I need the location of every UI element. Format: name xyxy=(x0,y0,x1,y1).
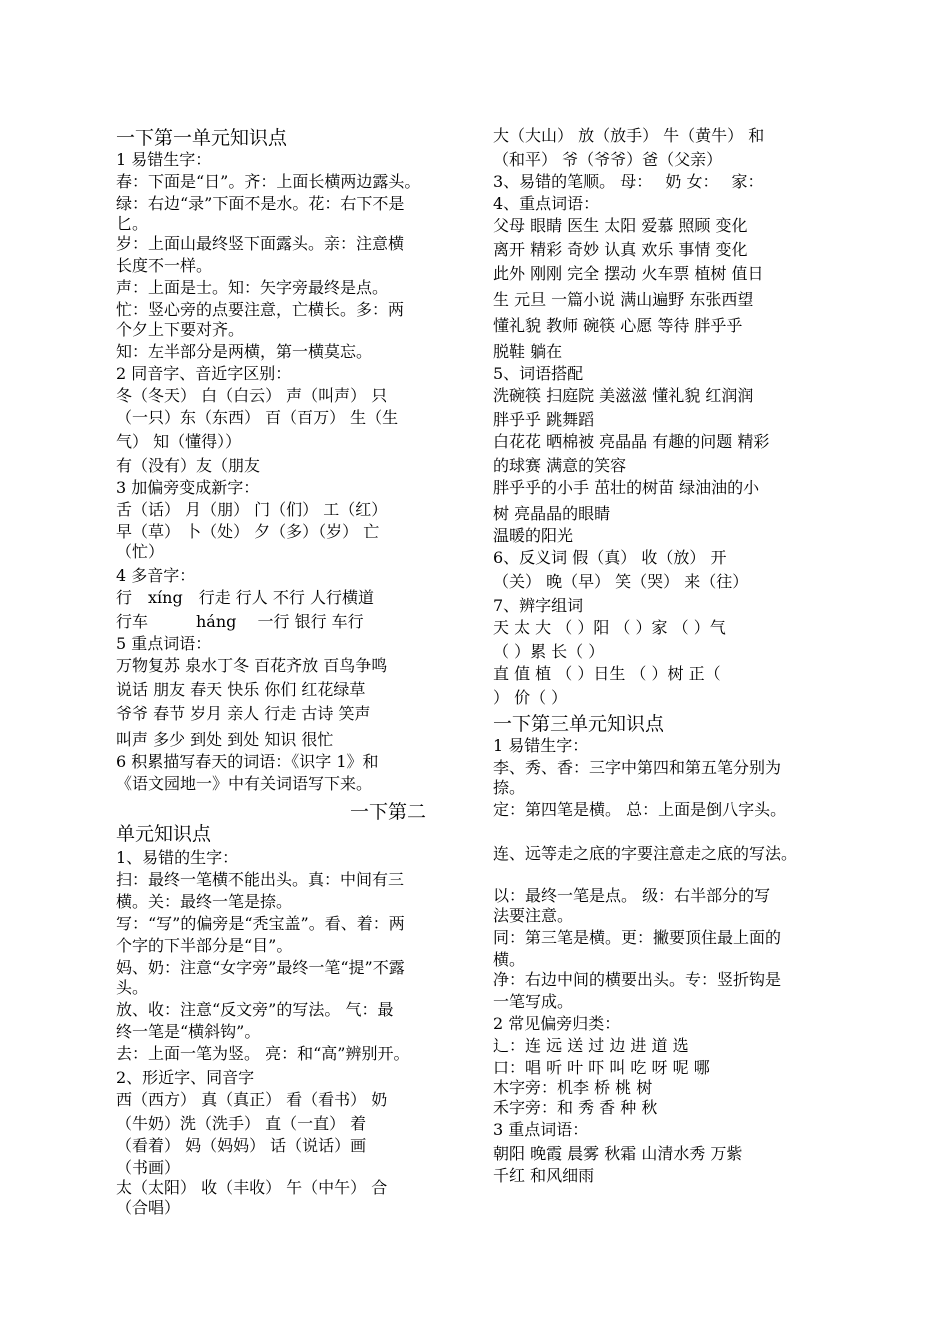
right-column-line: 木字旁：机李 桥 桃 树 xyxy=(493,1078,653,1097)
right-column-line: 树 亮晶晶的眼睛 xyxy=(493,504,611,523)
right-column-line: （关） 晚（早） 笑（哭） 来（往） xyxy=(493,572,749,591)
left-column-line: 行车 háng 一行 银行 车行 xyxy=(116,612,364,631)
right-column-line: 法要注意。 xyxy=(493,906,574,925)
left-column-line: 1、易错的生字： xyxy=(116,848,239,867)
right-column-line: 捺。 xyxy=(493,778,526,797)
left-column-line: 冬（冬天） 白（白云） 声（叫声） 只 xyxy=(116,386,388,405)
left-column-line: 个字的下半部分是“目”。 xyxy=(116,936,293,955)
left-column-line: 太（太阳） 收（丰收） 午（中午） 合 xyxy=(116,1178,388,1197)
right-column-line: 的球赛 满意的笑容 xyxy=(493,456,627,475)
right-column-line: （ ）累 长（ ） xyxy=(493,642,605,661)
left-column-line: （牛奶）洗（洗手） 直（一直） 着 xyxy=(116,1114,367,1133)
right-column-line: 以：最终一笔是点。 级：右半部分的写 xyxy=(493,886,771,905)
left-column-line: 《语文园地一》中有关词语写下来。 xyxy=(116,774,373,793)
right-column-line: 定：第四笔是横。 总：上面是倒八字头。 xyxy=(493,800,787,819)
right-column-line: 3 重点词语： xyxy=(493,1120,589,1139)
left-column-line: 气） 知（懂得）） xyxy=(116,432,242,451)
left-column-line: 一下第二 xyxy=(350,801,427,823)
left-column-line: （书画） xyxy=(116,1158,181,1177)
right-column-line: 禾字旁：和 秀 香 种 秋 xyxy=(493,1098,658,1117)
left-column-line: （看着） 妈（妈妈） 话（说话）画 xyxy=(116,1136,367,1155)
left-column-line: 写：“写”的偏旁是“秃宝盖”。看、着：两 xyxy=(116,914,405,933)
right-column-line: 5、词语搭配 xyxy=(493,364,584,383)
left-column-line: （忙） xyxy=(116,542,165,561)
right-column-line: 胖乎乎的小手 茁壮的树苗 绿油油的小 xyxy=(493,478,760,497)
right-column-line: 4、重点词语： xyxy=(493,194,600,213)
left-column-line: 忙：竖心旁的点要注意，亡横长。多：两 xyxy=(116,300,405,319)
left-column-line: 5 重点词语： xyxy=(116,634,212,653)
left-column-line: 爷爷 春节 岁月 亲人 行走 古诗 笑声 xyxy=(116,704,371,723)
right-column-line: 生 元旦 一篇小说 满山遍野 东张西望 xyxy=(493,290,754,309)
right-column-line: 胖乎乎 跳舞蹈 xyxy=(493,410,595,429)
right-column-line: 直 值 植 （ ）日生 （ ）树 正（ xyxy=(493,664,721,683)
right-column-line: 温暖的阳光 xyxy=(493,526,574,545)
right-column-line: 横。 xyxy=(493,950,526,969)
left-column-line: 有（没有）友（朋友 xyxy=(116,456,261,475)
left-column-line: 西（西方） 真（真正） 看（看书） 奶 xyxy=(116,1090,388,1109)
left-column-line: （一只）东（东西） 百（百万） 生（生 xyxy=(116,408,399,427)
right-column-line: 一笔写成。 xyxy=(493,992,574,1011)
left-column-line: 说话 朋友 春天 快乐 你们 红花绿草 xyxy=(116,680,366,699)
right-column-line: 净：右边中间的横要出头。专：竖折钩是 xyxy=(493,970,782,989)
right-column-line: 父母 眼睛 医生 太阳 爱慕 照顾 变化 xyxy=(493,216,748,235)
left-column-line: 声：上面是士。知：矢字旁最终是点。 xyxy=(116,278,389,297)
right-column-line: 脱鞋 躺在 xyxy=(493,342,563,361)
right-column-line: 3、易错的笔顺。 母： 奶 女： 家： xyxy=(493,172,764,191)
right-column-line: 2 常见偏旁归类： xyxy=(493,1014,621,1033)
left-column-line: 个夕上下要对齐。 xyxy=(116,320,245,339)
left-column-line: 2 同音字、音近字区别： xyxy=(116,364,292,383)
left-column-line: 春：下面是“日”。齐：上面长横两边露头。 xyxy=(116,172,421,191)
left-column-line: 2、形近字、同音字 xyxy=(116,1068,255,1087)
right-column-line: 7、辨字组词 xyxy=(493,596,584,615)
left-column-line: 扫：最终一笔横不能出头。真：中间有三 xyxy=(116,870,405,889)
left-column-line: 3 加偏旁变成新字： xyxy=(116,478,260,497)
right-column-line: 辶：连 远 送 过 边 进 道 选 xyxy=(493,1036,689,1055)
right-column-line: 一下第三单元知识点 xyxy=(493,713,665,735)
left-column-line: 叫声 多少 到处 到处 知识 很忙 xyxy=(116,730,334,749)
left-column-line: 舌（话） 月（朋） 门（们） 工（红） xyxy=(116,500,388,519)
left-column-line: 妈、奶：注意“女字旁”最终一笔“提”不露 xyxy=(116,958,405,977)
left-column-line: 6 积累描写春天的词语：《识字 1》和 xyxy=(116,752,379,771)
left-column-line: 终一笔是“横斜钩”。 xyxy=(116,1022,261,1041)
left-column-line: 单元知识点 xyxy=(116,823,212,845)
right-column-line: 6、反义词 假（真） 收（放） 开 xyxy=(493,548,727,567)
left-column-line: 绿：右边“录”下面不是水。花：右下不是 xyxy=(116,194,405,213)
left-column-line: 放、收：注意“反文旁”的写法。 气：最 xyxy=(116,1000,394,1019)
right-column-line: 离开 精彩 奇妙 认真 欢乐 事情 变化 xyxy=(493,240,748,259)
right-column-line: ） 价（ ） xyxy=(493,688,568,707)
left-column-line: 早（草） 卜（处） 夕（多）（岁） 亡 xyxy=(116,522,380,541)
left-column-line: 岁：上面山最终竖下面露头。亲：注意横 xyxy=(116,234,405,253)
left-column-line: 4 多音字： xyxy=(116,566,196,585)
right-column-line: 同：第三笔是横。更：撇要顶住最上面的 xyxy=(493,928,782,947)
left-column-line: 行 xíng 行走 行人 不行 人行横道 xyxy=(116,588,374,607)
right-column-line: 1 易错生字： xyxy=(493,736,589,755)
left-column-line: 匕。 xyxy=(116,214,149,233)
left-column-line: 横。关：最终一笔是捺。 xyxy=(116,892,293,911)
right-column-line: 朝阳 晚霞 晨雾 秋霜 山清水秀 万紫 xyxy=(493,1144,743,1163)
right-column-line: 千红 和风细雨 xyxy=(493,1166,595,1185)
left-column-line: 长度不一样。 xyxy=(116,256,213,275)
right-column-line: 天 太 大 （ ）阳 （ ）家 （ ）气 xyxy=(493,618,726,637)
left-column-line: 知：左半部分是两横，第一横莫忘。 xyxy=(116,342,373,361)
right-column-line: 懂礼貌 教师 碗筷 心愿 等待 胖乎乎 xyxy=(493,316,743,335)
left-column-line: 1 易错生字： xyxy=(116,150,212,169)
right-column-line: 李、秀、香：三字中第四和第五笔分别为 xyxy=(493,758,782,777)
right-column-line: 口：唱 听 叶 吓 叫 吃 呀 呢 哪 xyxy=(493,1058,710,1077)
left-column-line: 万物复苏 泉水丁冬 百花齐放 百鸟争鸣 xyxy=(116,656,388,675)
left-column-line: 去：上面一笔为竖。 亮：和“高”辨别开。 xyxy=(116,1044,410,1063)
right-column-line: 大（大山） 放（放手） 牛（黄牛） 和 xyxy=(493,126,765,145)
right-column-line: 洗碗筷 扫庭院 美滋滋 懂礼貌 红润润 xyxy=(493,386,754,405)
left-column-line: （合唱） xyxy=(116,1198,181,1217)
left-column-line: 一下第一单元知识点 xyxy=(116,127,288,149)
right-column-line: 连、远等走之底的字要注意走之底的写法。 xyxy=(493,844,798,863)
right-column-line: 白花花 晒棉被 亮晶晶 有趣的问题 精彩 xyxy=(493,432,770,451)
left-column-line: 头。 xyxy=(116,978,149,997)
right-column-line: （和平） 爷（爷爷）爸（父亲） xyxy=(493,150,723,169)
right-column-line: 此外 刚刚 完全 摆动 火车票 植树 值日 xyxy=(493,264,764,283)
